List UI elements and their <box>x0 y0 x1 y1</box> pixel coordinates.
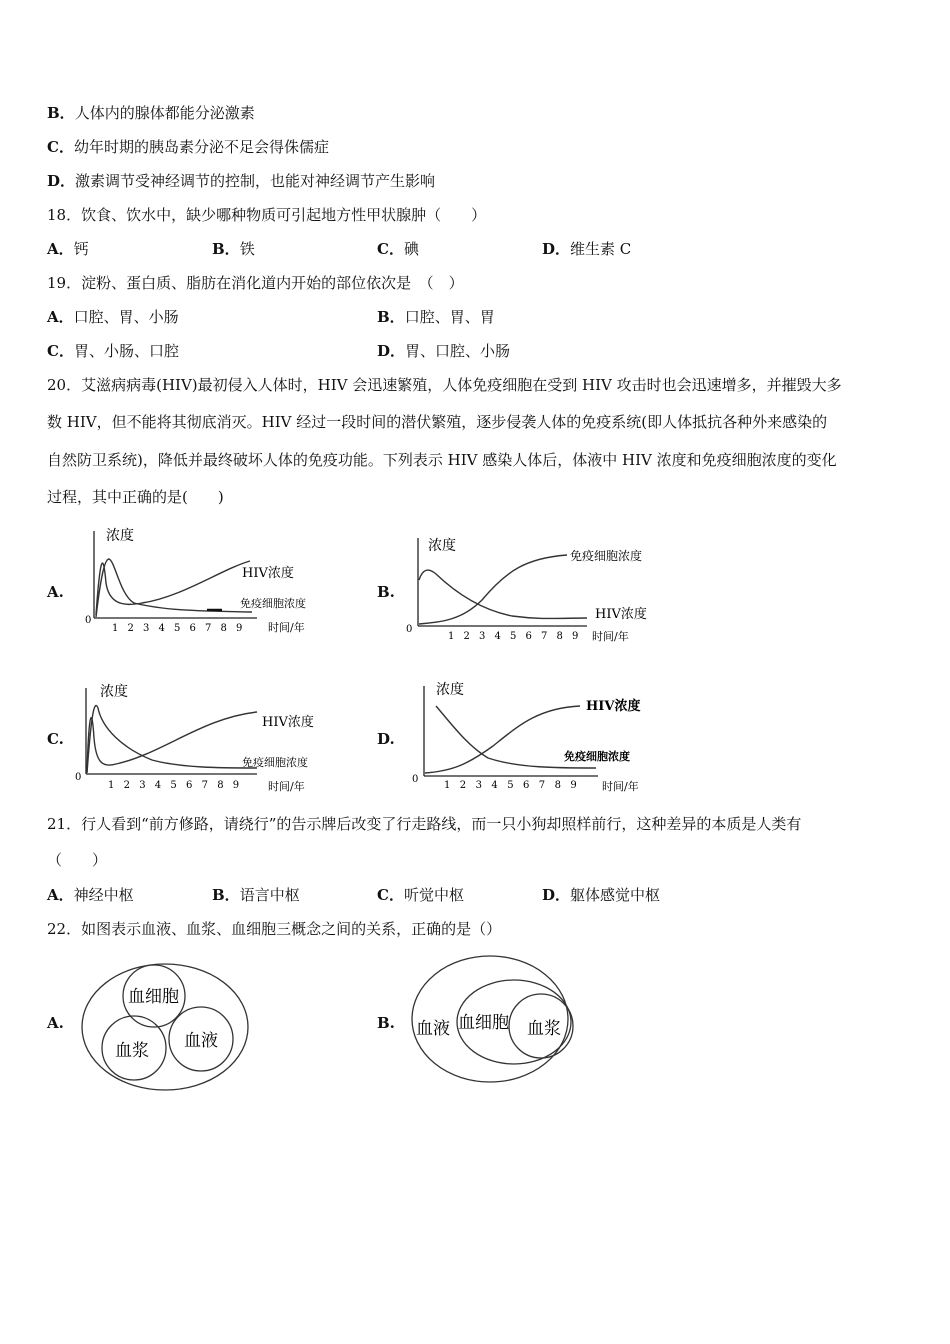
q20-graph-a <box>82 523 342 638</box>
q22-stem: 22．如图表示血液、血浆、血细胞三概念之间的关系，正确的是（） <box>47 920 502 938</box>
y-axis-label: 浓度 <box>436 682 464 698</box>
q21-stem-line-1: 21．行人看到“前方修路，请绕行”的告示牌后改变了行走路线，而一只小狗却照样前行，这种差异的本质是人类有 <box>47 815 802 833</box>
x-tick-label: 2 <box>127 623 134 634</box>
q20-stem-line-2: 数 HIV，但不能将其彻底消灭。HIV 经过一段时间的潜伏繁殖，逐步侵袭人体的免疫系统(即人体抵抗各种外来感染的 <box>47 413 828 431</box>
q20-graph-d <box>408 676 698 796</box>
x-tick-label: 8 <box>217 780 224 791</box>
q20-stem-line-4: 过程，其中正确的是( ) <box>47 488 224 506</box>
x-tick-label: 5 <box>507 780 514 791</box>
venn-a-plasma-label: 血浆 <box>115 1041 149 1061</box>
x-tick-label: 2 <box>459 780 467 791</box>
x-tick-labels <box>112 623 242 634</box>
q19-stem: 19．淀粉、蛋白质、脂肪在消化道内开始的部位依次是 （ ） <box>47 274 464 292</box>
hiv-label: HIV浓度 <box>262 715 314 730</box>
x-tick-label: 3 <box>139 780 146 791</box>
venn-b-cells-label: 血细胞 <box>458 1013 509 1033</box>
x-tick-labels <box>448 631 578 642</box>
venn-a-blood-label: 血液 <box>184 1031 218 1051</box>
immune-curve <box>96 559 252 617</box>
x-tick-labels <box>444 780 577 791</box>
x-axis-label: 时间/年 <box>268 621 305 634</box>
x-tick-label: 1 <box>108 780 115 791</box>
q22-option-a-label: A. <box>47 1014 64 1032</box>
x-tick-label: 1 <box>444 780 451 791</box>
q20-stem-line-1: 20．艾滋病病毒(HIV)最初侵入人体时，HIV 会迅速繁殖，人体免疫细胞在受到 HIV 攻击时也会迅速增多，并摧毁大多 <box>47 376 842 394</box>
hiv-label: HIV浓度 <box>586 699 641 714</box>
q21-option-b: B．语言中枢 <box>212 886 300 904</box>
origin-label: 0 <box>412 774 419 785</box>
origin-label: 0 <box>85 615 92 626</box>
q18-option-c: C．碘 <box>377 240 419 258</box>
hiv-label: HIV浓度 <box>595 607 647 622</box>
x-tick-label: 8 <box>556 631 563 642</box>
q19-option-b: B．口腔、胃、胃 <box>377 308 495 326</box>
x-axis-label: 时间/年 <box>602 780 639 793</box>
immune-label: 免疫细胞浓度 <box>564 750 630 763</box>
x-tick-label: 4 <box>158 623 165 634</box>
hiv-curve <box>425 706 580 773</box>
x-tick-label: 3 <box>479 631 486 642</box>
q20-graph-b <box>402 530 692 645</box>
q20-option-c-label: C. <box>47 730 64 748</box>
x-axis-label: 时间/年 <box>592 630 629 643</box>
x-tick-label: 2 <box>123 780 130 791</box>
x-tick-label: 3 <box>143 623 150 634</box>
venn-a-cells-label: 血细胞 <box>128 987 179 1007</box>
q18-option-d: D．维生素 C <box>542 240 632 258</box>
q20-option-a-label: A. <box>47 583 64 601</box>
hiv-curve <box>419 570 587 618</box>
q20-graph-c <box>72 678 352 793</box>
x-tick-label: 7 <box>541 631 548 642</box>
q19-option-d: D．胃、口腔、小肠 <box>377 342 511 360</box>
venn-b-plasma-label: 血浆 <box>527 1019 561 1039</box>
immune-label: 免疫细胞浓度 <box>242 756 308 769</box>
immune-label: 免疫细胞浓度 <box>240 597 306 610</box>
q22-venn-b <box>410 954 576 1084</box>
x-tick-label: 2 <box>463 631 470 642</box>
origin-label: 0 <box>75 772 82 783</box>
q18-option-b: B．铁 <box>212 240 255 258</box>
x-tick-label: 9 <box>236 623 243 634</box>
x-tick-label: 5 <box>170 780 177 791</box>
y-axis-label: 浓度 <box>428 538 456 554</box>
venn-b-blood-label: 血液 <box>416 1019 450 1039</box>
immune-curve <box>419 555 567 624</box>
q20-stem-line-3: 自然防卫系统)，降低并最终破坏人体的免疫功能。下列表示 HIV 感染人体后，体液中 HIV 浓度和免疫细胞浓度的变化 <box>47 451 837 469</box>
x-tick-label: 8 <box>220 623 227 634</box>
q18-option-a: A．钙 <box>47 240 89 258</box>
hiv-curve <box>96 561 250 615</box>
q20-option-d-label: D. <box>377 730 395 748</box>
x-tick-label: 4 <box>491 780 498 791</box>
q21-option-a: A．神经中枢 <box>47 886 134 904</box>
x-axis-label: 时间/年 <box>268 780 305 793</box>
x-tick-label: 6 <box>186 780 193 791</box>
hiv-label: HIV浓度 <box>242 566 294 581</box>
q22-option-b-label: B. <box>377 1014 395 1032</box>
x-tick-label: 3 <box>475 780 482 791</box>
q21-option-d: D．躯体感觉中枢 <box>542 886 661 904</box>
q21-option-c: C．听觉中枢 <box>377 886 464 904</box>
q20-option-b-label: B. <box>377 583 395 601</box>
x-tick-labels <box>108 780 239 791</box>
q19-option-c: C．胃、小肠、口腔 <box>47 342 179 360</box>
y-axis-label: 浓度 <box>100 684 128 700</box>
q19-option-a: A．口腔、胃、小肠 <box>47 308 179 326</box>
x-tick-label: 7 <box>205 623 212 634</box>
q18-stem: 18．饮食、饮水中，缺少哪种物质可引起地方性甲状腺肿（ ） <box>47 206 487 224</box>
q17-option-b: B．人体内的腺体都能分泌激素 <box>47 104 255 122</box>
x-tick-label: 5 <box>174 623 181 634</box>
hiv-curve <box>87 712 257 772</box>
immune-label: 免疫细胞浓度 <box>570 549 643 563</box>
q22-venn-a <box>78 960 254 1095</box>
q17-option-c: C．幼年时期的胰岛素分泌不足会得侏儒症 <box>47 138 329 156</box>
x-tick-label: 9 <box>570 780 577 791</box>
x-tick-label: 7 <box>201 780 208 791</box>
x-tick-label: 6 <box>525 631 532 642</box>
x-tick-label: 6 <box>523 780 530 791</box>
x-tick-label: 5 <box>510 631 517 642</box>
origin-label: 0 <box>406 624 413 635</box>
immune-curve <box>87 706 257 773</box>
q17-option-d: D．激素调节受神经调节的控制，也能对神经调节产生影响 <box>47 172 436 190</box>
x-tick-label: 4 <box>154 780 162 791</box>
x-tick-label: 8 <box>554 780 561 791</box>
x-tick-label: 6 <box>189 623 196 634</box>
y-axis-label: 浓度 <box>106 528 134 544</box>
x-tick-label: 9 <box>572 631 579 642</box>
x-tick-label: 9 <box>232 780 240 791</box>
q21-stem-line-2: （ ） <box>47 851 108 869</box>
x-tick-label: 4 <box>494 631 501 642</box>
x-tick-label: 1 <box>448 631 455 642</box>
x-tick-label: 7 <box>538 780 546 791</box>
x-tick-label: 1 <box>112 623 119 634</box>
